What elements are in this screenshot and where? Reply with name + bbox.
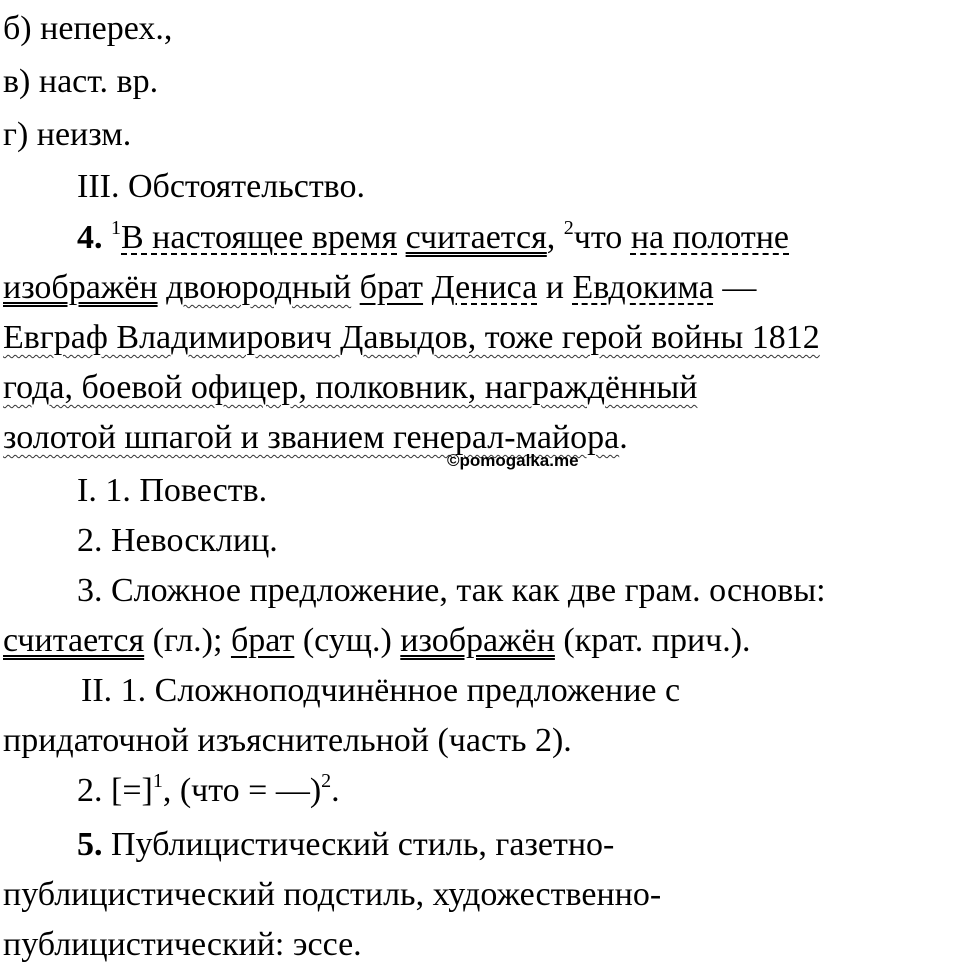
- line-task-5: 5. Публицистический стиль, газетно-: [77, 826, 615, 863]
- line-answer-v: в) наст. вр.: [3, 63, 159, 100]
- line-task-5-end: публицистический: эссе.: [3, 926, 362, 963]
- predicate: считается: [405, 219, 547, 256]
- line-task-4-sentence: 4. $^1$В настоящее время считается, $^2$что на полотне: [77, 217, 790, 256]
- line-circumstance: III. Обстоятельство.: [77, 168, 366, 205]
- task-number: 5.: [77, 826, 103, 863]
- adverbial: В настоящее время: [121, 219, 398, 256]
- line-answer-g: г) неизм.: [3, 116, 132, 153]
- appositive: золотой шпагой и званием генерал-майора: [3, 419, 620, 456]
- object: Евдокима: [572, 269, 714, 306]
- line-task-5-cont: публицистический подстиль, художественно-: [3, 876, 662, 913]
- predicate: изображён: [3, 269, 158, 306]
- line-analysis-ii-cont: придаточной изъяснительной (часть 2).: [3, 722, 572, 759]
- attribute: двоюродный: [166, 269, 352, 306]
- subject: брат: [230, 622, 295, 659]
- task-number: 4.: [77, 219, 103, 256]
- appositive: Евграф Владимирович Давыдов, тоже герой войны 1812: [3, 319, 820, 356]
- line-answer-b: б) неперех.,: [3, 10, 173, 47]
- line-analysis-ii: II. 1. Сложноподчинённое предложение с: [81, 672, 681, 709]
- line-analysis-3: 3. Сложное предложение, так как две грам. основы:: [77, 572, 826, 609]
- line-sentence-4: [3, 368, 697, 410]
- part-index: 2: [563, 217, 574, 239]
- watermark: ©pomogalka.me: [447, 451, 579, 470]
- part-index: 1: [111, 217, 121, 239]
- appositive: года, боевой офицер, полковник, награждённый: [3, 369, 698, 406]
- line-sentence-2: изображён двоюродный брат Дениса и Евдокима —: [3, 269, 757, 306]
- part-index: 1: [152, 770, 163, 792]
- line-analysis-1: I. 1. Повеств.: [77, 472, 268, 509]
- part-index: 2: [321, 770, 332, 792]
- line-scheme: 2. [=]$^1$, (что = —)$^2$.: [77, 770, 340, 809]
- line-sentence-5: золотой шпагой и званием генерал-майора.: [3, 419, 628, 456]
- predicate: изображён: [400, 622, 555, 659]
- line-analysis-2: 2. Невосклиц.: [77, 522, 278, 559]
- object: Дениса: [431, 269, 538, 306]
- adverbial: на полотне: [630, 219, 790, 256]
- line-sentence-3: [3, 318, 820, 360]
- line-grammar-bases: считается (гл.); брат (сущ.) изображён (крат. прич.).: [3, 622, 751, 659]
- subject: брат: [359, 269, 424, 306]
- predicate: считается: [3, 622, 145, 659]
